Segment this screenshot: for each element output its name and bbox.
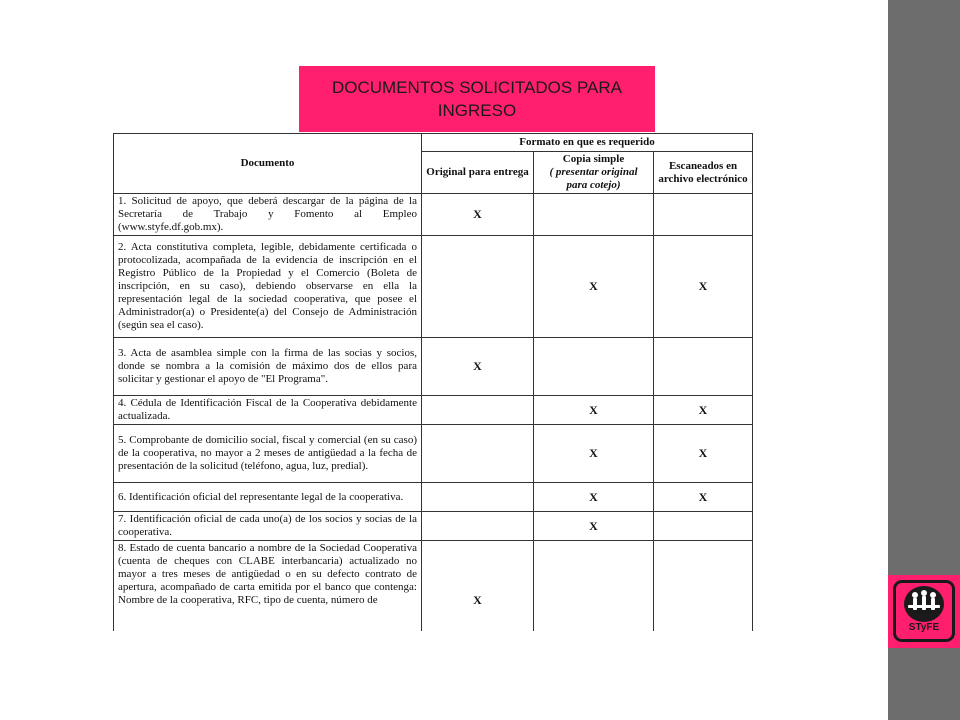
row-original — [422, 512, 534, 541]
table-row — [114, 338, 753, 396]
row-document: 3. Acta de asamblea simple con la firma de las socias y socios, donde se nombra a la comisión de máximo dos de ellos para solicitar y gestionar el apoyo de "El Programa". — [114, 338, 422, 396]
row-original — [422, 236, 534, 338]
row-original: X — [422, 194, 534, 236]
header-copia-line2: ( presentar original para cotejo) — [549, 166, 638, 191]
table-row — [114, 236, 753, 338]
row-original — [422, 396, 534, 425]
row-document: 6. Identificación oficial del representante legal de la cooperativa. — [114, 483, 422, 512]
table-row — [114, 425, 753, 483]
row-escaneado — [654, 338, 753, 396]
header-documento: Documento — [114, 134, 422, 194]
documents-table — [113, 133, 753, 631]
row-document: 1. Solicitud de apoyo, que deberá descargar de la página de la Secretaría de Trabajo y Fomento al Empleo (www.styfe.df.gob.mx). — [114, 194, 422, 236]
styfe-figures-icon — [904, 586, 944, 622]
row-escaneado: X — [654, 483, 753, 512]
table-row — [114, 194, 753, 236]
row-escaneado — [654, 541, 753, 632]
table-row — [114, 483, 753, 512]
row-original: X — [422, 338, 534, 396]
row-copia: X — [534, 236, 654, 338]
table-row — [114, 512, 753, 541]
row-escaneado — [654, 194, 753, 236]
row-copia: X — [534, 425, 654, 483]
table-row — [114, 396, 753, 425]
header-copia — [534, 152, 654, 194]
row-original: X — [422, 541, 534, 632]
styfe-logo — [888, 575, 960, 648]
styfe-logo-icon — [904, 586, 944, 622]
header-copia-line1: Copia simple — [562, 153, 625, 165]
table-row — [114, 541, 753, 632]
styfe-logo-frame — [893, 580, 955, 642]
row-escaneado: X — [654, 425, 753, 483]
row-escaneado: X — [654, 236, 753, 338]
row-copia: X — [534, 396, 654, 425]
row-escaneado: X — [654, 396, 753, 425]
row-copia — [534, 338, 654, 396]
row-document: 5. Comprobante de domicilio social, fiscal y comercial (en su caso) de la cooperativa, no mayor a 2 meses de antigüedad a la fecha de presentación de la solicitud (teléfono, agua, luz, predial). — [114, 425, 422, 483]
document-table-image — [113, 133, 753, 631]
row-copia: X — [534, 512, 654, 541]
row-original — [422, 483, 534, 512]
row-document: 2. Acta constitutiva completa, legible, debidamente certificada o protocolizada, acompañada de la evidencia de inscripción en el Registro Público de la Propiedad y el Comercio (Boleta de inscripción, en su caso), debiendo observarse en ella la representación legal de la sociedad cooperativa, que posee el Administrador(a) o Presidente(a) del Consejo de Administración (según sea el caso). — [114, 236, 422, 338]
row-copia — [534, 541, 654, 632]
row-document: 7. Identificación oficial de cada uno(a) de los socios y socias de la cooperativa. — [114, 512, 422, 541]
row-copia: X — [534, 483, 654, 512]
header-formato: Formato en que es requerido — [422, 134, 753, 152]
row-document: 8. Estado de cuenta bancario a nombre de la Sociedad Cooperativa (cuenta de cheques con CLABE interbancaria) actualizado no mayor a tres meses de antigüedad o en su defecto contrato de apertura, acompañado de carta emitida por el banco que contenga: Nombre de la cooperativa, RFC, tipo de cuenta, número de — [114, 541, 422, 632]
title-banner — [299, 66, 655, 132]
row-original — [422, 425, 534, 483]
header-original: Original para entrega — [422, 152, 534, 194]
header-escaneados: Escaneados en archivo electrónico — [654, 152, 753, 194]
styfe-logo-text: STyFE — [908, 622, 940, 633]
row-escaneado — [654, 512, 753, 541]
page-title: DOCUMENTOS SOLICITADOS PARA INGRESO — [332, 78, 622, 120]
row-copia — [534, 194, 654, 236]
row-document: 4. Cédula de Identificación Fiscal de la Cooperativa debidamente actualizada. — [114, 396, 422, 425]
